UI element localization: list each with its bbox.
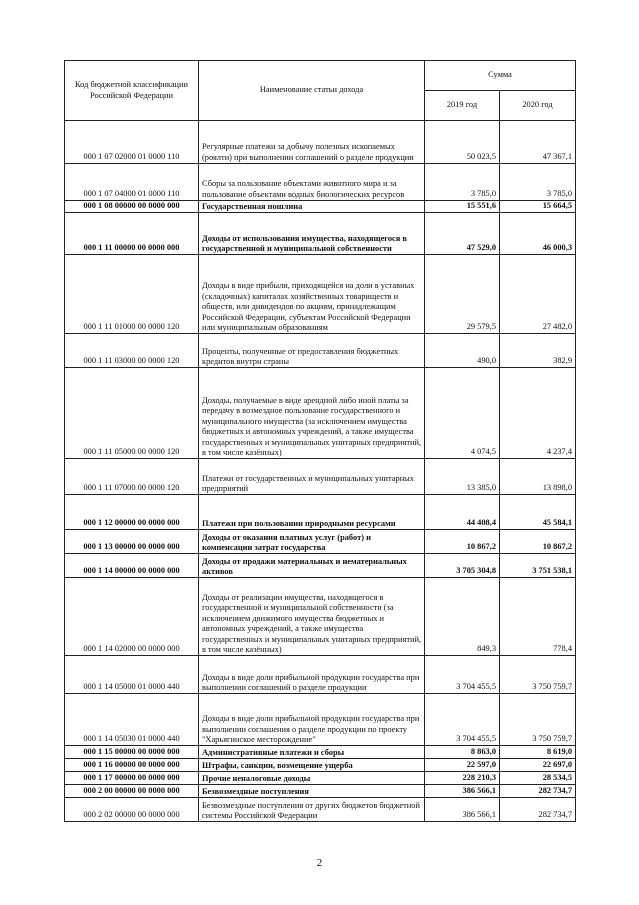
- row-value-2019: 13 385,0: [425, 459, 500, 495]
- table-row: [65, 164, 576, 201]
- row-value-2019: 228 210,3: [425, 772, 500, 785]
- table-row: [65, 746, 576, 759]
- row-code: 000 1 11 07000 00 0000 120: [65, 459, 199, 495]
- row-value-2019: 22 597,0: [425, 759, 500, 772]
- row-value-2020: 22 697,0: [500, 759, 576, 772]
- table-row: [65, 798, 576, 822]
- table-row: [65, 554, 576, 578]
- row-code: 000 2 00 00000 00 0000 000: [65, 785, 199, 798]
- row-code: 000 1 17 00000 00 0000 000: [65, 772, 199, 785]
- row-value-2019: 386 566,1: [425, 785, 500, 798]
- row-code: 000 1 12 00000 00 0000 000: [65, 495, 199, 530]
- row-code: 000 1 11 01000 00 0000 120: [65, 255, 199, 334]
- table-row: [65, 656, 576, 694]
- header-sum: Сумма: [425, 61, 576, 91]
- row-value-2019: 490,0: [425, 334, 500, 368]
- row-value-2020: 15 664,5: [500, 201, 576, 213]
- table-row: [65, 201, 576, 213]
- row-value-2020: 8 619,0: [500, 746, 576, 759]
- row-name: Безвозмездные поступления: [199, 785, 425, 798]
- row-value-2019: 849,3: [425, 578, 500, 656]
- row-name: Проценты, полученные от предоставления бюджетных кредитов внутри страны: [199, 334, 425, 368]
- table-row: [65, 368, 576, 459]
- table-row: [65, 772, 576, 785]
- row-name: Доходы в виде прибыли, приходящейся на доли в уставных (складочных) капиталах хозяйственных товариществ и обществ, или дивидендов по акциям, принадлежащим Российской Федерации, субъектам Российской Федерации или муниципальным образованиям: [199, 255, 425, 334]
- row-code: 000 1 14 00000 00 0000 000: [65, 554, 199, 578]
- row-name: Регулярные платежи за добычу полезных ископаемых (роялти) при выполнении соглашений о разделе продукции: [199, 121, 425, 164]
- row-name: Платежи при пользовании природными ресурсами: [199, 495, 425, 530]
- row-value-2020: 3 785,0: [500, 164, 576, 201]
- row-value-2020: 3 750 759,7: [500, 656, 576, 694]
- table-row: [65, 495, 576, 530]
- row-name: Платежи от государственных и муниципальных унитарных предприятий: [199, 459, 425, 495]
- table-row: [65, 578, 576, 656]
- row-code: 000 1 14 05000 01 0000 440: [65, 656, 199, 694]
- row-value-2019: 3 785,0: [425, 164, 500, 201]
- row-value-2019: 3 705 304,8: [425, 554, 500, 578]
- row-code: 000 1 07 02000 01 0000 110: [65, 121, 199, 164]
- header-year-2019: 2019 год: [425, 91, 500, 121]
- row-code: 000 1 11 03000 00 0000 120: [65, 334, 199, 368]
- row-value-2020: 47 367,1: [500, 121, 576, 164]
- row-name: Доходы от использования имущества, находящегося в государственной и муниципальной собственности: [199, 213, 425, 255]
- row-code: 000 1 14 05030 01 0000 440: [65, 694, 199, 746]
- row-value-2020: 778,4: [500, 578, 576, 656]
- table-row: [65, 530, 576, 554]
- row-value-2020: 13 898,0: [500, 459, 576, 495]
- row-value-2019: 8 863,0: [425, 746, 500, 759]
- table-row: [65, 255, 576, 334]
- row-value-2020: 3 751 538,1: [500, 554, 576, 578]
- row-code: 000 1 07 04000 01 0000 110: [65, 164, 199, 201]
- revenue-table: [64, 60, 576, 822]
- row-value-2020: 28 534,5: [500, 772, 576, 785]
- row-code: 000 1 13 00000 00 0000 000: [65, 530, 199, 554]
- row-value-2019: 386 566,1: [425, 798, 500, 822]
- row-code: 000 1 08 00000 00 0000 000: [65, 201, 199, 213]
- row-value-2020: 282 734,7: [500, 798, 576, 822]
- row-name: Безвозмездные поступления от других бюджетов бюджетной системы Российской Федерации: [199, 798, 425, 822]
- row-value-2020: 382,9: [500, 334, 576, 368]
- row-name: Доходы от реализации имущества, находящегося в государственной и муниципальной собственности (за исключением движимого имущества бюджетных и автономных учреждений, а также имущества государственных и муниципальных унитарных предприятий, в том числе казённых): [199, 578, 425, 656]
- row-value-2019: 15 551,6: [425, 201, 500, 213]
- row-name: Доходы от продажи материальных и нематериальных активов: [199, 554, 425, 578]
- row-value-2020: 46 000,3: [500, 213, 576, 255]
- row-name: Доходы от оказания платных услуг (работ) и компенсации затрат государства: [199, 530, 425, 554]
- row-name: Доходы в виде доли прибыльной продукции государства при выполнении соглашений о разделе продукции: [199, 656, 425, 694]
- row-name: Административные платежи и сборы: [199, 746, 425, 759]
- row-name: Сборы за пользование объектами животного мира и за пользование объектами водных биологических ресурсов: [199, 164, 425, 201]
- row-value-2019: 29 579,5: [425, 255, 500, 334]
- row-value-2020: 45 584,1: [500, 495, 576, 530]
- row-code: 000 1 16 00000 00 0000 000: [65, 759, 199, 772]
- row-value-2019: 4 074,5: [425, 368, 500, 459]
- row-value-2020: 27 482,0: [500, 255, 576, 334]
- row-code: 000 1 11 05000 00 0000 120: [65, 368, 199, 459]
- row-code: 000 1 11 00000 00 0000 000: [65, 213, 199, 255]
- table-row: [65, 759, 576, 772]
- row-code: 000 2 02 00000 00 0000 000: [65, 798, 199, 822]
- header-year-2020: 2020 год: [500, 91, 576, 121]
- row-name: Государственная пошлина: [199, 201, 425, 213]
- row-value-2020: 4 237,4: [500, 368, 576, 459]
- table-row: [65, 785, 576, 798]
- row-value-2019: 3 704 455,5: [425, 656, 500, 694]
- row-value-2019: 44 408,4: [425, 495, 500, 530]
- row-value-2020: 3 750 759,7: [500, 694, 576, 746]
- row-name: Прочие неналоговые доходы: [199, 772, 425, 785]
- row-code: 000 1 14 02000 00 0000 000: [65, 578, 199, 656]
- row-code: 000 1 15 00000 00 0000 000: [65, 746, 199, 759]
- row-name: Доходы в виде доли прибыльной продукции государства при выполнении соглашения о разделе продукции по проекту "Харьягинское месторождение": [199, 694, 425, 746]
- table-row: [65, 459, 576, 495]
- row-value-2019: 47 529,0: [425, 213, 500, 255]
- row-value-2020: 10 867,2: [500, 530, 576, 554]
- table-body: [65, 121, 576, 822]
- header-code: Код бюджетной классификации Российской Федерации: [65, 61, 199, 121]
- row-value-2019: 3 704 455,5: [425, 694, 500, 746]
- table-row: [65, 694, 576, 746]
- table-row: [65, 121, 576, 164]
- header-name: Наименование статьи дохода: [199, 61, 425, 121]
- page-number: 2: [316, 857, 323, 869]
- row-name: Штрафы, санкции, возмещение ущерба: [199, 759, 425, 772]
- table-row: [65, 213, 576, 255]
- row-value-2020: 282 734,7: [500, 785, 576, 798]
- table-row: [65, 334, 576, 368]
- row-value-2019: 10 867,2: [425, 530, 500, 554]
- row-value-2019: 50 023,5: [425, 121, 500, 164]
- row-name: Доходы, получаемые в виде арендной либо иной платы за передачу в возмездное пользование государственного и муниципального имущества (за исключением имущества бюджетных и автономных учреждений, а также имущества государственных и муниципальных унитарных предприятий, в том числе казённых): [199, 368, 425, 459]
